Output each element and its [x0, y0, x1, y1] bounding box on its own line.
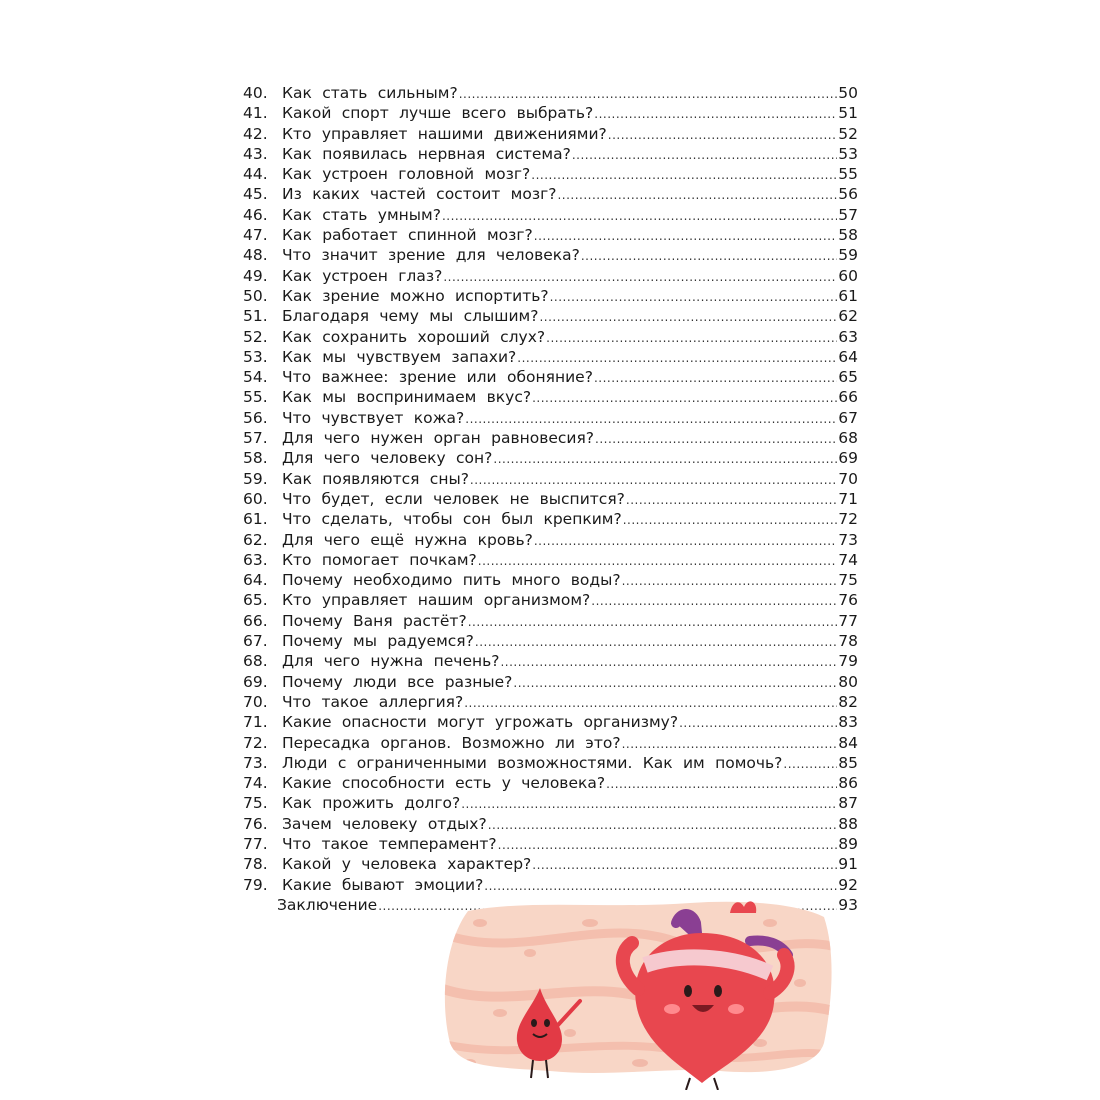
toc-entry-page: 73 [838, 530, 858, 549]
toc-entry-title: Почему люди все разные? [282, 672, 513, 691]
toc-entry-title: Из каких частей состоит мозг? [282, 185, 557, 204]
toc-entry-title: Кто управляет нашим организмом? [282, 591, 591, 610]
toc-entry-title: Как мы воспринимаем вкус? [282, 388, 532, 407]
toc-entry-page: 82 [838, 692, 858, 711]
toc-entry-title: Почему необходимо пить много воды? [282, 571, 621, 590]
toc-dot-leader [591, 591, 837, 611]
toc-entry [243, 83, 858, 103]
toc-entry-page: 66 [838, 388, 858, 407]
toc-entry [243, 631, 858, 651]
toc-entry-title: Как работает спинной мозг? [282, 226, 533, 245]
toc-entry-page: 77 [838, 611, 858, 630]
toc-entry-number: 45. [243, 185, 268, 204]
toc-dot-leader [608, 125, 838, 145]
toc-entry-title: Почему Ваня растёт? [282, 611, 467, 630]
toc-entry-number: 64. [243, 571, 268, 590]
toc-dot-leader [594, 104, 837, 124]
toc-entry-title: Благодаря чему мы слышим? [282, 307, 539, 326]
toc-entry-title: Как прожить долго? [282, 794, 461, 813]
toc-entry-number: 62. [243, 530, 268, 549]
toc-entry-number: 76. [243, 814, 268, 833]
toc-dot-leader [622, 734, 838, 754]
toc-entry-title: Какой спорт лучше всего выбрать? [282, 104, 594, 123]
toc-entry-title: Какие опасности могут угрожать организму? [282, 713, 679, 732]
toc-entry-number: 67. [243, 632, 268, 651]
toc-entry-page: 78 [838, 632, 858, 651]
toc-entry-title: Как стать сильным? [282, 84, 458, 102]
toc-entry-number: 54. [243, 368, 268, 387]
toc-entry-page: 88 [838, 814, 858, 833]
toc-entry-number: 43. [243, 144, 268, 163]
toc-entry-number: 40. [243, 84, 268, 102]
toc-entry-number: 79. [243, 875, 268, 894]
toc-entry-number: 75. [243, 794, 268, 813]
toc-entry-page: 55 [838, 165, 858, 184]
toc-entry-page: 92 [838, 875, 858, 894]
toc-entry-number: 44. [243, 165, 268, 184]
toc-dot-leader [513, 673, 837, 693]
toc-entry-page: 62 [838, 307, 858, 326]
toc-entry-page: 84 [838, 733, 858, 752]
toc-entry-page: 50 [838, 84, 858, 102]
toc-entry [243, 753, 858, 773]
toc-entry [243, 611, 858, 631]
toc-entry [243, 489, 858, 509]
toc-entry-page: 71 [838, 489, 858, 508]
toc-entry-number: 73. [243, 753, 268, 772]
toc-entry [243, 570, 858, 590]
toc-entry-page: 91 [838, 855, 858, 874]
toc-dot-leader [532, 855, 837, 875]
toc-entry-number: 53. [243, 347, 268, 366]
toc-entry-title: Что сделать, чтобы сон был крепким? [282, 510, 622, 529]
toc-dot-leader [623, 510, 838, 530]
toc-dot-leader [546, 328, 837, 348]
toc-entry [243, 550, 858, 570]
toc-entry [243, 124, 858, 144]
toc-entry [243, 327, 858, 347]
toc-entry [243, 428, 858, 448]
toc-entry-number: 61. [243, 510, 268, 529]
toc-entry-number: 42. [243, 124, 268, 143]
toc-entry-title: Для чего нужна печень? [282, 652, 500, 671]
toc-dot-leader [626, 490, 837, 510]
toc-entry [243, 672, 858, 692]
toc-entry [243, 773, 858, 793]
toc-entry-number: 74. [243, 774, 268, 793]
toc-dot-leader [622, 571, 838, 591]
toc-entry [243, 245, 858, 265]
toc-entry-number: 72. [243, 733, 268, 752]
toc-entry-title: Какой у человека характер? [282, 855, 532, 874]
toc-entry-page: 65 [838, 368, 858, 387]
toc-entry [243, 793, 858, 813]
toc-entry-title: Кто управляет нашими движениями? [282, 124, 607, 143]
toc-entry-number: 57. [243, 429, 268, 448]
toc-dot-leader [550, 287, 838, 307]
toc-entry-page: 86 [838, 774, 858, 793]
toc-entry-title: Как появляются сны? [282, 469, 469, 488]
toc-entry-title: Пересадка органов. Возможно ли это? [282, 733, 621, 752]
toc-entry [243, 306, 858, 326]
toc-dot-leader [594, 368, 837, 388]
toc-entry-page: 59 [838, 246, 858, 265]
toc-dot-leader [606, 774, 837, 794]
toc-entry-title: Как устроен головной мозг? [282, 165, 531, 184]
toc-entry-page: 93 [838, 895, 858, 914]
toc-entry-title: Как сохранить хороший слух? [282, 327, 546, 346]
toc-entry-page: 76 [838, 591, 858, 610]
toc-entry-page: 69 [838, 449, 858, 468]
toc-entry [243, 184, 858, 204]
toc-entry [243, 854, 858, 874]
toc-entry-number: 63. [243, 550, 268, 569]
toc-entry [243, 712, 858, 732]
toc-entry [243, 367, 858, 387]
toc-entry-number: 49. [243, 266, 268, 285]
toc-entry [243, 692, 858, 712]
toc-entry-number: 55. [243, 388, 268, 407]
toc-entry-page: 85 [838, 753, 858, 772]
toc-entry-title: Почему мы радуемся? [282, 632, 474, 651]
toc-entry-page: 89 [838, 834, 858, 853]
toc-entry-number: 56. [243, 408, 268, 427]
toc-entry [243, 469, 858, 489]
toc-dot-leader [442, 206, 837, 226]
toc-entry [243, 164, 858, 184]
toc-entry-page: 72 [838, 510, 858, 529]
toc-dot-leader [783, 754, 837, 774]
toc-entry-number: 41. [243, 104, 268, 123]
table-of-contents [243, 83, 858, 915]
toc-entry-page: 80 [838, 672, 858, 691]
toc-entry-number: 68. [243, 652, 268, 671]
toc-entry-title: Что такое аллергия? [282, 692, 464, 711]
toc-entry-page: 79 [838, 652, 858, 671]
toc-entry-page: 53 [838, 144, 858, 163]
toc-entry-page: 61 [838, 286, 858, 305]
toc-dot-leader [459, 84, 838, 104]
toc-entry-page: 68 [838, 429, 858, 448]
toc-entry-page: 57 [838, 205, 858, 224]
toc-dot-leader [517, 348, 837, 368]
toc-entry-title: Что такое темперамент? [282, 834, 497, 853]
toc-entry-title: Заключение [277, 895, 378, 914]
toc-dot-leader [461, 794, 837, 814]
toc-entry-title: Люди с ограниченными возможностями. Как им помочь? [282, 753, 783, 772]
toc-entry-number: 66. [243, 611, 268, 630]
toc-entry-page: 87 [838, 794, 858, 813]
toc-dot-leader [468, 612, 838, 632]
toc-entry-title: Зачем человеку отдых? [282, 814, 487, 833]
toc-entry [243, 651, 858, 671]
toc-entry [243, 286, 858, 306]
toc-entry-page: 83 [838, 713, 858, 732]
toc-dot-leader [475, 632, 837, 652]
toc-entry-number: 51. [243, 307, 268, 326]
toc-entry-number: 65. [243, 591, 268, 610]
toc-dot-leader [581, 246, 837, 266]
toc-entry-page: 64 [838, 347, 858, 366]
toc-entry-title: Что значит зрение для человека? [282, 246, 580, 265]
toc-entry [243, 590, 858, 610]
toc-dot-leader [531, 165, 837, 185]
toc-dot-leader [532, 388, 837, 408]
toc-entry [243, 733, 858, 753]
toc-dot-leader [539, 307, 837, 327]
toc-entry-title: Какие бывают эмоции? [282, 875, 484, 894]
toc-entry-page: 52 [838, 124, 858, 143]
toc-entry-number: 50. [243, 286, 268, 305]
toc-entry-page: 63 [838, 327, 858, 346]
toc-entry [243, 347, 858, 367]
toc-dot-leader [595, 429, 837, 449]
toc-entry [243, 408, 858, 428]
toc-entry [243, 875, 858, 895]
toc-dot-leader [470, 470, 837, 490]
toc-entry-number: 71. [243, 713, 268, 732]
toc-dot-leader [534, 531, 837, 551]
toc-entry [243, 225, 858, 245]
toc-entry-title: Как зрение можно испортить? [282, 286, 549, 305]
toc-entry-page: 60 [838, 266, 858, 285]
toc-entry [243, 814, 858, 834]
toc-dot-leader [443, 267, 837, 287]
toc-entry [243, 103, 858, 123]
toc-entry [243, 266, 858, 286]
toc-dot-leader [465, 409, 837, 429]
toc-entry-page: 75 [838, 571, 858, 590]
toc-entry [243, 387, 858, 407]
toc-entry-page: 56 [838, 185, 858, 204]
toc-entry-title: Что чувствует кожа? [282, 408, 465, 427]
toc-entry-title: Как мы чувствуем запахи? [282, 347, 517, 366]
toc-entry-title: Для чего нужен орган равновесия? [282, 429, 595, 448]
toc-entry-page: 51 [838, 104, 858, 123]
toc-entry-title: Для чего человеку сон? [282, 449, 493, 468]
toc-entry-title: Как появилась нервная система? [282, 144, 571, 163]
toc-entry [243, 448, 858, 468]
toc-entry-page: 74 [838, 550, 858, 569]
heart-illustration [440, 893, 840, 1090]
toc-entry-number: 46. [243, 205, 268, 224]
toc-entry-page: 58 [838, 226, 858, 245]
toc-entry-number: 70. [243, 692, 268, 711]
toc-entry-title: Какие способности есть у человека? [282, 774, 606, 793]
toc-dot-leader [572, 145, 837, 165]
toc-dot-leader [478, 551, 837, 571]
toc-entry-number: 77. [243, 834, 268, 853]
toc-entry-title: Для чего ещё нужна кровь? [282, 530, 533, 549]
toc-dot-leader [464, 693, 837, 713]
toc-entry-title: Что важнее: зрение или обоняние? [282, 368, 593, 387]
toc-entry [243, 530, 858, 550]
toc-dot-leader [498, 835, 838, 855]
toc-entry-number: 58. [243, 449, 268, 468]
toc-dot-leader [557, 185, 837, 205]
toc-entry-number: 52. [243, 327, 268, 346]
toc-entry-number: 78. [243, 855, 268, 874]
toc-entry-title: Как устроен глаз? [282, 266, 443, 285]
toc-entry [243, 144, 858, 164]
toc-entry-title: Что будет, если человек не выспится? [282, 489, 625, 508]
toc-entry-title: Как стать умным? [282, 205, 441, 224]
toc-dot-leader [500, 652, 837, 672]
toc-entry-number: 48. [243, 246, 268, 265]
toc-entry-number: 59. [243, 469, 268, 488]
toc-entry-number: 69. [243, 672, 268, 691]
toc-dot-leader [679, 713, 837, 733]
toc-entry-number: 47. [243, 226, 268, 245]
toc-entry [243, 834, 858, 854]
toc-dot-leader [488, 815, 838, 835]
toc-entry [243, 205, 858, 225]
toc-dot-leader [534, 226, 838, 246]
toc-entry-page: 67 [838, 408, 858, 427]
toc-entry-title: Кто помогает почкам? [282, 550, 477, 569]
toc-entry-number: 60. [243, 489, 268, 508]
toc-dot-leader [493, 449, 837, 469]
toc-entry [243, 509, 858, 529]
toc-entry-page: 70 [838, 469, 858, 488]
